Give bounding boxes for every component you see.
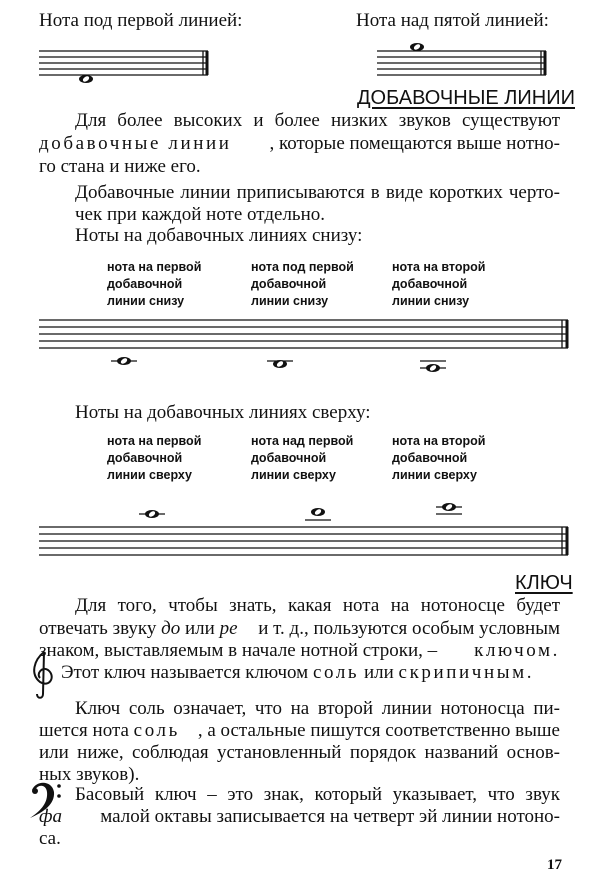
clef-p1-line3: знаком, выставляемым в начале нотной строки, – ключом. xyxy=(39,640,560,661)
note-ledger-below-1 xyxy=(117,357,131,365)
caption-above-2: нота над первой добавочной линии сверху xyxy=(251,434,354,482)
caption-note-above-fifth-line: Нота над пятой линией: xyxy=(356,10,549,31)
clef-p1-line4: Этот ключ называется ключом соль или скрипичным. xyxy=(61,662,535,683)
word-fa: фа xyxy=(39,806,62,827)
note-ledger-above-3 xyxy=(442,503,456,511)
note-below-first-line xyxy=(79,75,93,83)
caption-note-below-first-line: Нота под первой линией: xyxy=(39,10,243,31)
page-number: 17 xyxy=(547,857,562,873)
heading-ledger-lines: ДОБАВОЧНЫЕ ЛИНИИ xyxy=(357,87,575,109)
ledger-para2-line1: Добавочные линии приписываются в виде коротких черто- xyxy=(75,182,560,203)
clef-p3-line2: фа малой октавы записывается на четверт эй линии нотоно- xyxy=(39,806,560,827)
title-notes-above: Ноты на добавочных линиях сверху: xyxy=(75,402,371,423)
caption-above-3: нота на второй добавочной линии сверху xyxy=(392,434,486,482)
note-ledger-below-3 xyxy=(426,364,440,372)
ledger-para1-line3: го стана и ниже его. xyxy=(39,156,201,177)
ledger-para1-line1: Для более высоких и более низких звуков существуют xyxy=(75,110,560,131)
ledger-para1-line2 xyxy=(39,133,560,155)
clef-p2-line4: ных звуков). xyxy=(39,764,140,785)
caption-below-2: нота под первой добавочной линии снизу xyxy=(251,260,354,308)
caption-below-3: нота на второй добавочной линии снизу xyxy=(392,260,486,308)
note-ledger-above-1 xyxy=(145,510,159,518)
emphasis-key: ключом. xyxy=(474,640,560,661)
note-ledger-below-2 xyxy=(273,360,287,368)
clef-p2-line2: шется нота соль , а остальные пишутся соответственно выше xyxy=(39,720,560,741)
clef-p1-line2: отвечать звуку до или ре и т. д., пользуются особым условным xyxy=(39,618,560,639)
emphasis-treble: скрипичным. xyxy=(398,662,535,683)
word-do: до xyxy=(161,618,181,639)
clef-p3-line3: са. xyxy=(39,828,61,849)
emphasis-sol-2: соль xyxy=(133,720,180,741)
caption-above-1: нота на первой добавочной линии сверху xyxy=(107,434,202,482)
staff-small-left xyxy=(39,51,208,75)
word-re: ре xyxy=(219,618,238,639)
staff-small-right xyxy=(377,51,546,75)
caption-below-1: нота на первой добавочной линии снизу xyxy=(107,260,202,308)
emphasis-sol: соль xyxy=(312,662,360,683)
clef-p2-line3: или ниже, соблюдая установленный порядок названий основ- xyxy=(39,742,560,763)
clef-p1-line1: Для того, чтобы знать, какая нота на нотоносце будет xyxy=(75,595,560,616)
title-notes-below: Ноты на добавочных линиях снизу: xyxy=(75,225,363,246)
ledger-para2-line2: чек при каждой ноте отдельно. xyxy=(75,204,326,225)
clef-p2-line1: Ключ соль означает, что на второй линии нотоносца пи- xyxy=(75,698,560,719)
emphasis-ledger-lines: добавочные линии xyxy=(39,133,232,154)
note-ledger-above-2 xyxy=(311,508,325,516)
staff-ledger-above xyxy=(39,507,568,555)
note-above-fifth-line xyxy=(410,43,424,51)
clef-p3-line1: Басовый ключ – это знак, который указывает, что звук xyxy=(75,784,560,805)
ledger-para1-line2-rest: , которые помещаются выше нотно- xyxy=(269,133,560,154)
heading-clef: КЛЮЧ xyxy=(515,572,573,594)
